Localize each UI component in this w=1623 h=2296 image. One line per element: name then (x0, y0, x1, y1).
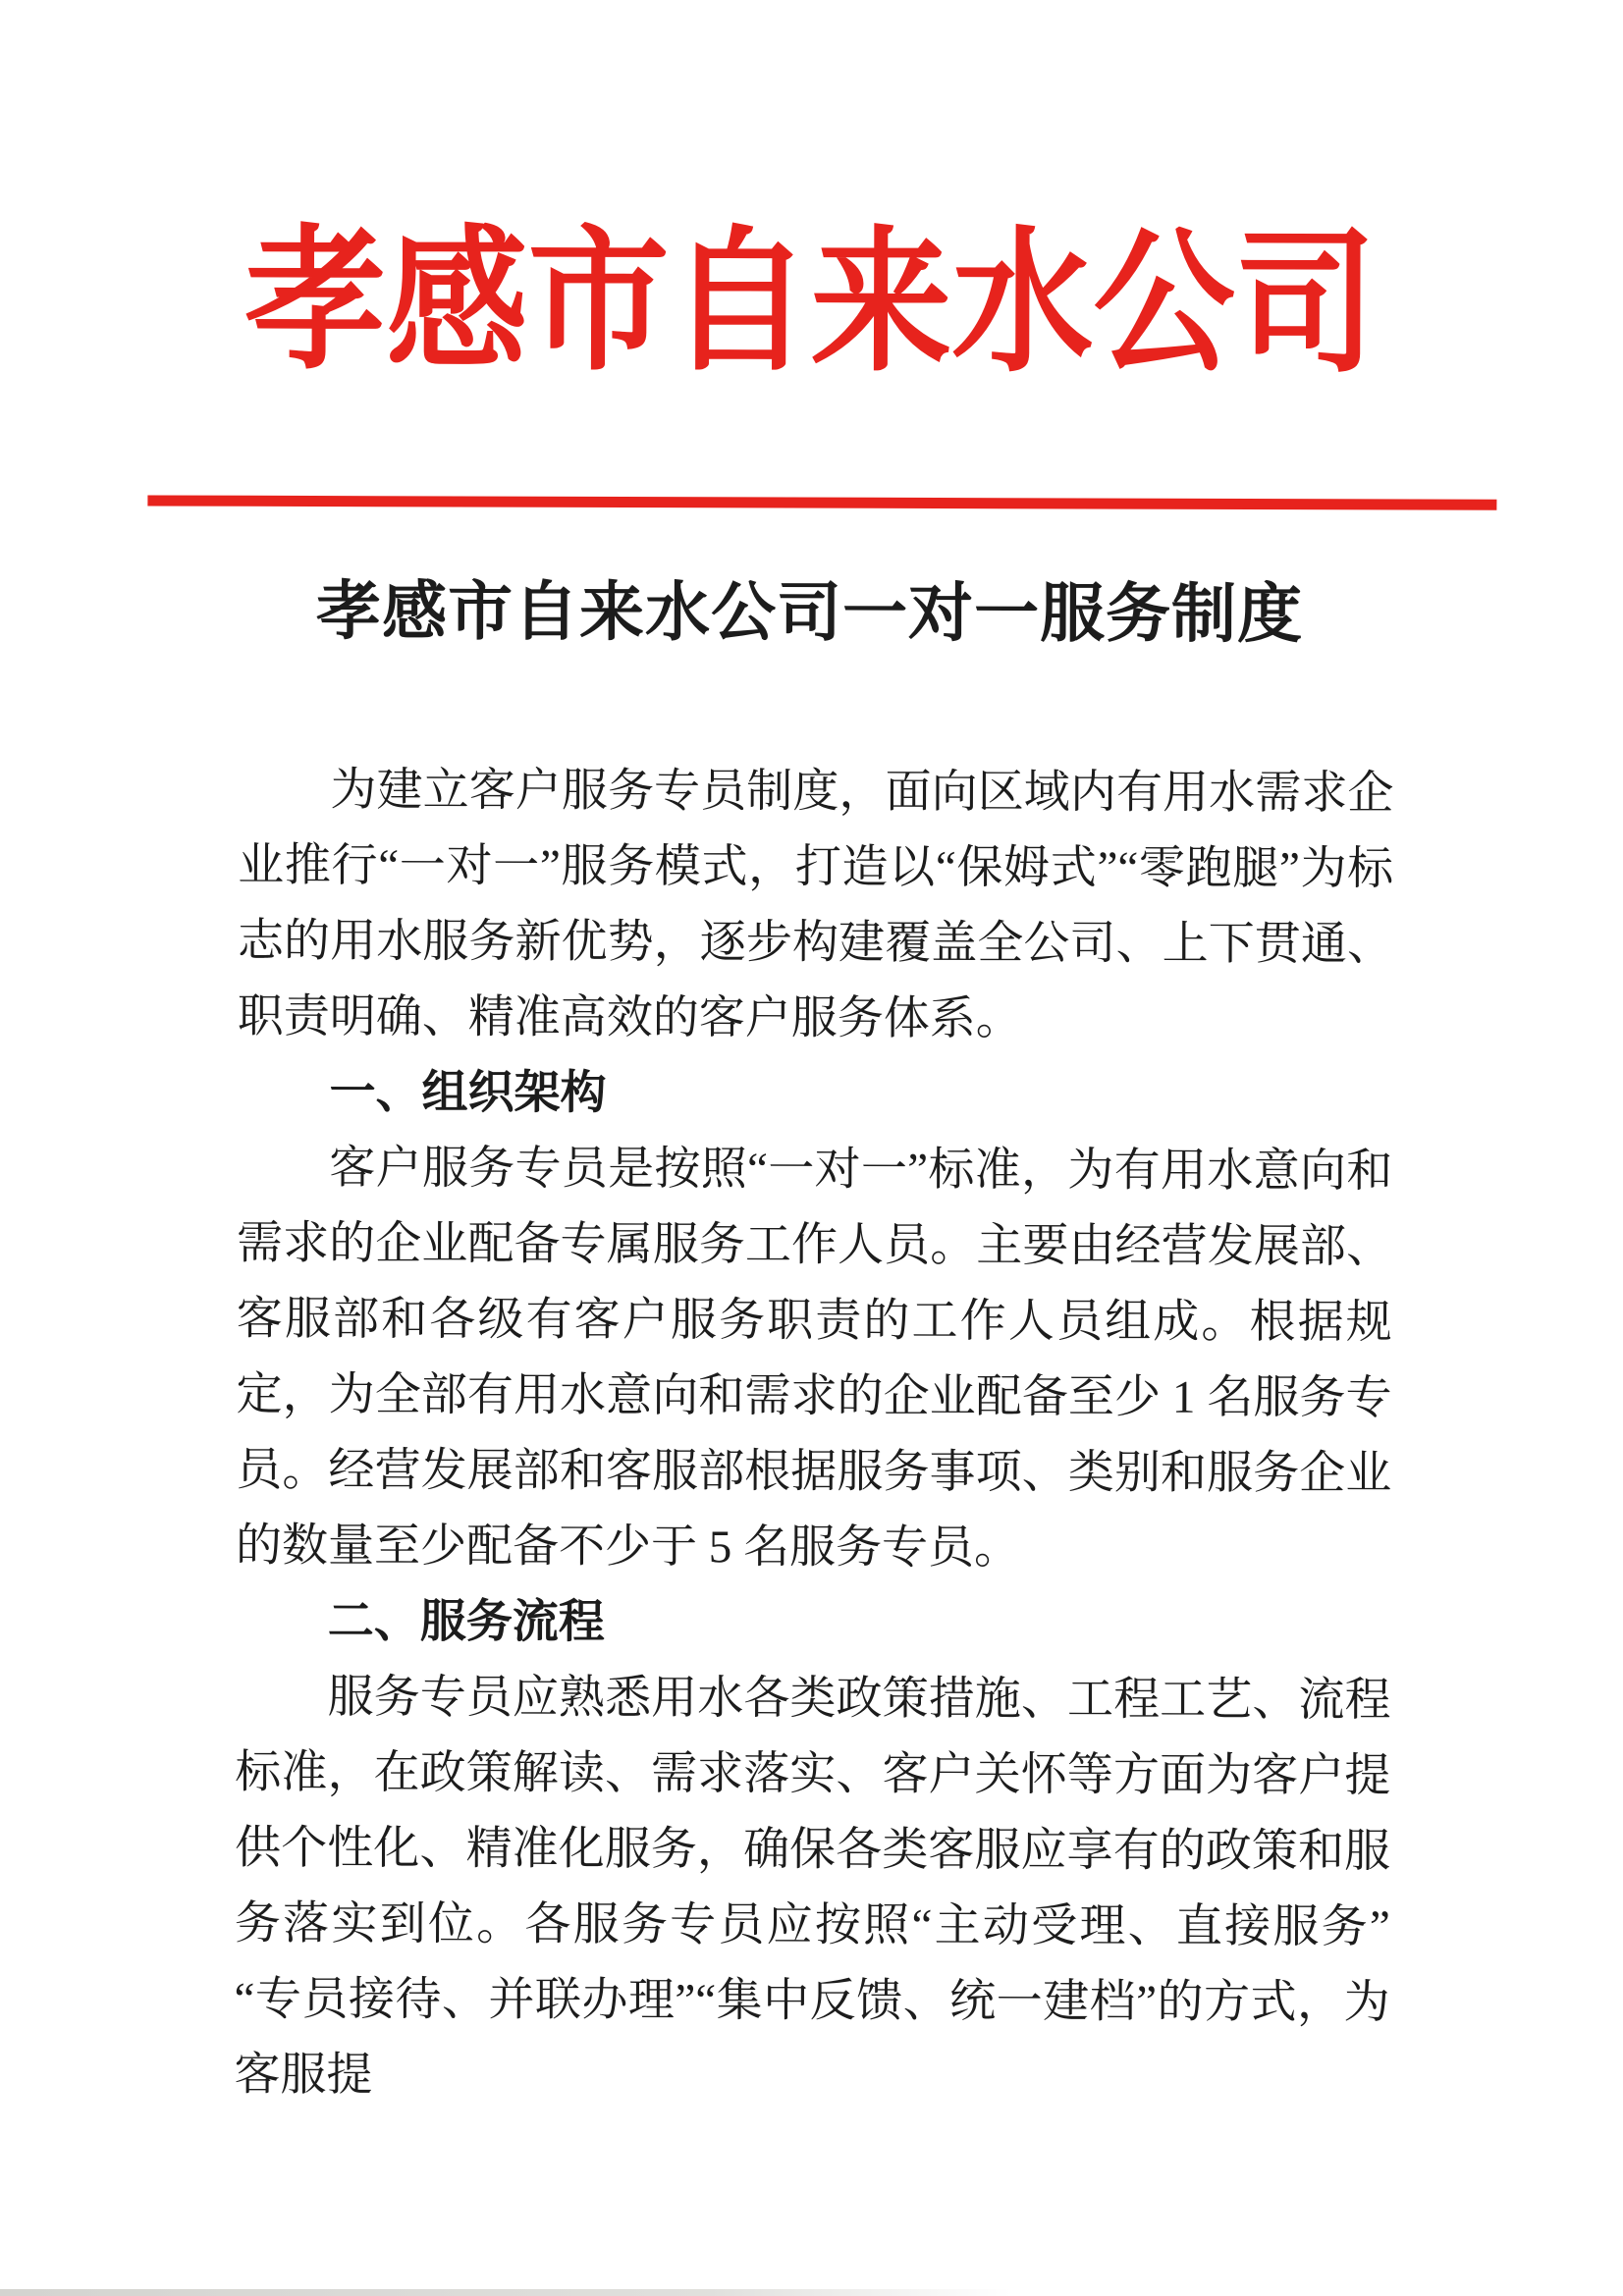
section-heading-organization: 一、组织架构 (329, 1067, 607, 1119)
paragraph-service-process: 服务专员应熟悉用水各类政策措施、工程工艺、流程标准，在政策解读、需求落实、客户关怀等方面为客户提供个性化、精准化服务，确保各类客服应享有的政策和服务落实到位。各服务专员应按照“主动受理、直接服务”“专员接待、并联办理”“集中反馈、统一建档”的方式，为客服提 (234, 1672, 1391, 2102)
scan-edge-shadow (0, 2289, 1011, 2296)
section-heading-service-process: 二、服务流程 (327, 1596, 605, 1648)
letterhead-divider-rule (147, 495, 1496, 509)
document-content (234, 753, 1393, 2117)
paragraph-organization: 客户服务专员是按照“一对一”标准，为有用水意向和需求的企业配备专属服务工作人员。主要由经营发展部、客服部和各级有客户服务职责的工作人员组成。根据规定，为全部有用水意向和需求的企业配备至少 1 名服务专员。经营发展部和客服部根据服务事项、类别和服务企业的数量至少配备不少于 5 名服务专员。 (235, 1143, 1393, 1575)
letterhead-company-name: 孝感市自来水公司 (244, 216, 1377, 393)
document-title: 孝感市自来水公司一对一服务制度 (315, 576, 1304, 652)
letterhead (0, 0, 1623, 393)
paragraph-intro: 为建立客户服务专员制度，面向区域内有用水需求企业推行“一对一”服务模式，打造以“保姆式”“零跑腿”为标志的用水服务新优势，逐步构建覆盖全公司、上下贯通、职责明确、精准高效的客户服务体系。 (237, 765, 1394, 1045)
